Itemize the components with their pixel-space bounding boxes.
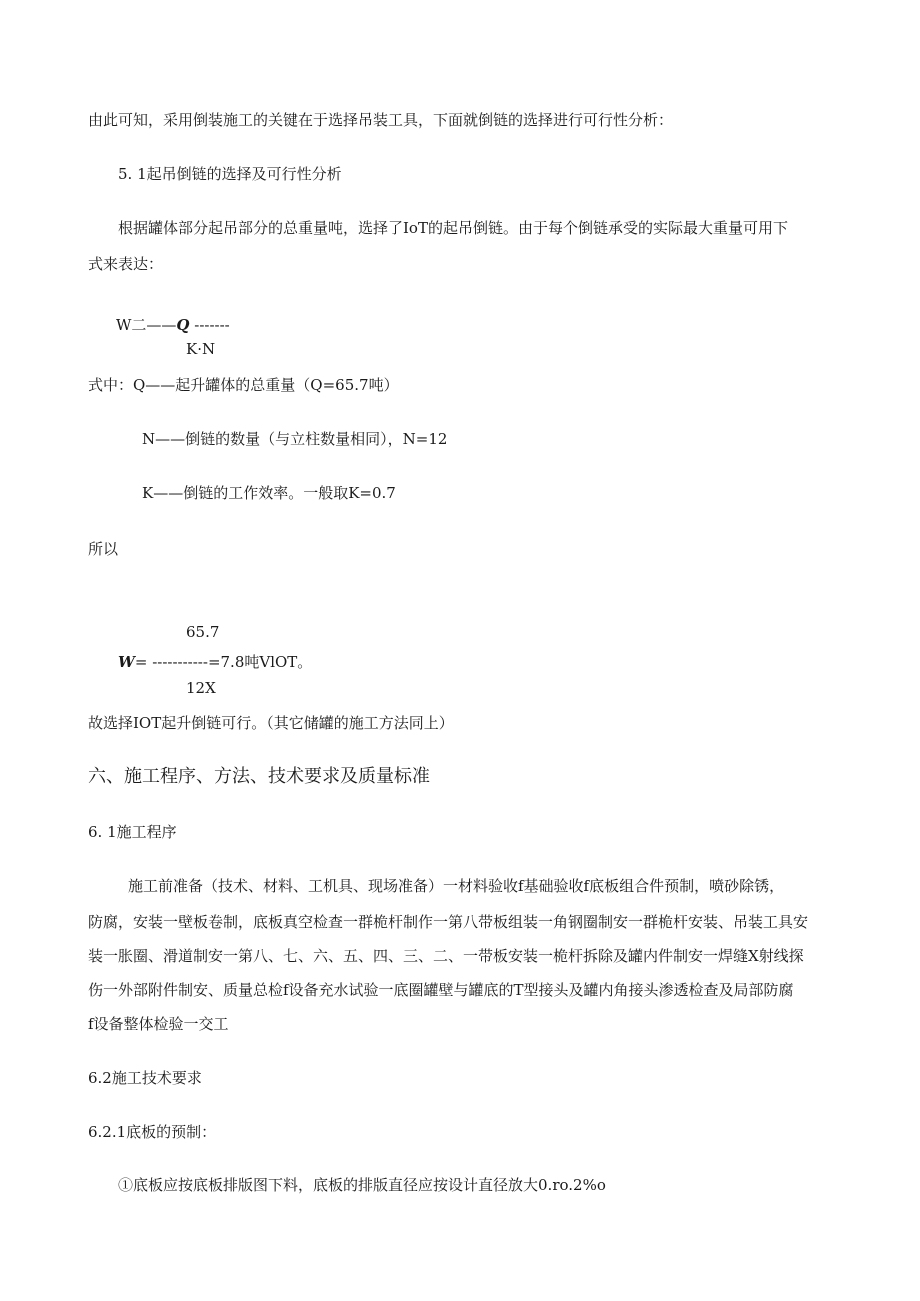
formula-result-line: [118, 652, 312, 672]
therefore-label: 所以: [88, 540, 119, 558]
definition-k: K——倒链的工作效率。一般取K=0.7: [142, 484, 396, 502]
subsection-6-2-title: 6.2施工技术要求: [88, 1069, 202, 1087]
subsection-5-1-title: 5. 1起吊倒链的选择及可行性分析: [118, 165, 342, 183]
procedure-line-4: 伤一外部附件制安、质量总检f设备充水试验一底圈罐壁与罐底的T型接头及罐内角接头渗透检查及局部防腐: [88, 981, 794, 999]
formula-result-denominator: 12X: [186, 679, 216, 697]
item-bottom-plate-cutting: ①底板应按底板排版图下料，底板的排版直径应按设计直径放大0.ro.2%o: [118, 1176, 606, 1194]
section-6-heading: 六、施工程序、方法、技术要求及质量标准: [88, 766, 430, 787]
formula-q-symbol: Q: [176, 316, 190, 334]
paragraph-load-line1: 根据罐体部分起吊部分的总重量吨，选择了IoT的起吊倒链。由于每个倒链承受的实际最大重量可用下: [118, 219, 788, 237]
paragraph-load-line2: 式来表达：: [88, 255, 164, 273]
formula-result-numerator: 65.7: [186, 623, 220, 641]
procedure-line-2: 防腐，安装一壁板卷制，底板真空检查一群桅杆制作一第八带板组装一角钢圈制安一群桅杆安装、吊装工具安: [88, 913, 809, 931]
formula-w-symbol: W: [118, 653, 135, 671]
definition-n: N——倒链的数量（与立柱数量相同），N=12: [142, 430, 448, 448]
conclusion-paragraph: 故选择IOT起升倒链可行。（其它储罐的施工方法同上）: [88, 714, 454, 732]
procedure-line-1: 施工前准备（技术、材料、工机具、现场准备）一材料验收f基础验收f底板组合件预制，喷砂除锈，: [128, 877, 785, 895]
definition-q: 式中：Q——起升罐体的总重量（Q=65.7吨）: [88, 376, 399, 394]
procedure-line-5: f设备整体检验一交工: [88, 1015, 229, 1033]
subsection-6-2-1-title: 6.2.1底板的预制：: [88, 1123, 217, 1141]
formula-load-numerator: [116, 315, 230, 335]
subsection-6-1-title: 6. 1施工程序: [88, 823, 177, 841]
formula-result-rest: = -----------=7.8吨VlOT。: [134, 653, 313, 671]
formula-load-denominator: K·N: [186, 340, 216, 358]
intro-paragraph: 由此可知，采用倒装施工的关键在于选择吊装工具，下面就倒链的选择进行可行性分析：: [88, 111, 674, 129]
formula-dashes: -------: [189, 316, 230, 334]
procedure-line-3: 装一胀圈、滑道制安一第八、七、六、五、四、三、二、一带板安装一桅杆拆除及罐内件制安一焊缝X射线探: [88, 947, 804, 965]
formula-lhs: W二——: [116, 316, 177, 334]
